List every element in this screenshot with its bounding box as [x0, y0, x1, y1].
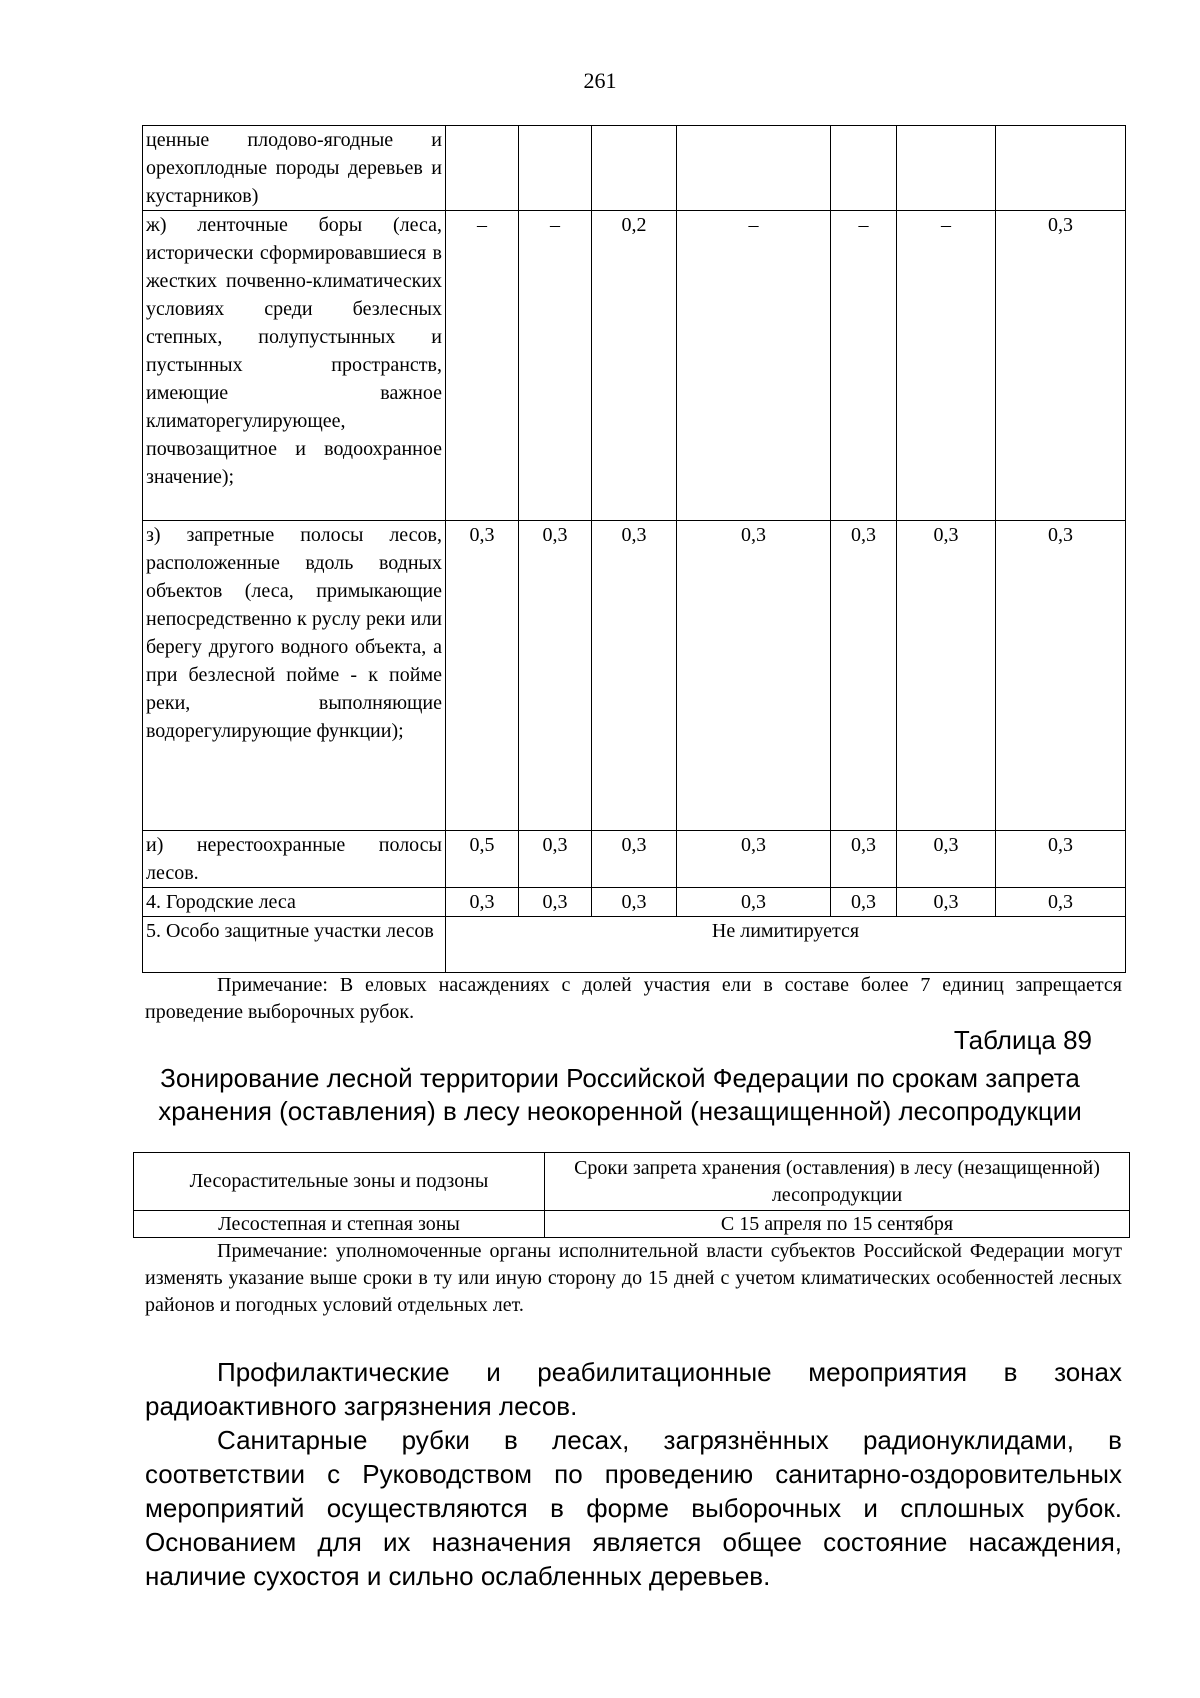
value-cell: 0,3: [519, 888, 592, 917]
row-label: з) запретные полосы лесов, расположенные вдоль водных объектов (леса, примыкающие непосредственно к руслу реки или берегу другого водного объекта, а при безлесной пойме - к пойме реки, выполняющие водорегулирующие функции);: [143, 521, 446, 831]
value-cell: 0,3: [446, 521, 519, 831]
value-cell: 0,3: [677, 888, 831, 917]
value-cell: Не лимитируется: [446, 917, 1126, 973]
paragraph: Санитарные рубки в лесах, загрязнённых радионуклидами, в соответствии с Руководством по проведению санитарно-оздоровительных мероприятий осуществляются в форме выборочных и сплошных рубок. Основанием для их назначения является общее состояние насаждения, наличие сухостоя и сильно ослабленных деревьев.: [145, 1425, 1122, 1591]
table-row: [143, 917, 1126, 973]
value-cell: 0,3: [677, 521, 831, 831]
table-row: [134, 1211, 1130, 1238]
value-cell: –: [831, 211, 897, 521]
value-cell: –: [897, 211, 996, 521]
table-row: [143, 126, 1126, 211]
value-cell: 0,3: [831, 831, 897, 888]
value-cell: 0,3: [831, 521, 897, 831]
table-header-row: [134, 1153, 1130, 1211]
value-cell: 0,3: [996, 831, 1126, 888]
header-cell: Сроки запрета хранения (оставления) в лесу (незащищенной) лесопродукции: [545, 1153, 1130, 1211]
table-note: Примечание: уполномоченные органы исполнительной власти субъектов Российской Федерации могут изменять указание выше сроки в ту или иную сторону до 15 дней с учетом климатических особенностей лесных районов и погодных условий отдельных лет.: [145, 1240, 1122, 1316]
row-label: ж) ленточные боры (леса, исторически сформировавшиеся в жестких почвенно-климатических условиях среди безлесных степных, полупустынных и пустынных пространств, имеющие важное климаторегулирующее, почвозащитное и водоохранное значение);: [143, 211, 446, 521]
value-cell: [831, 126, 897, 211]
row-label: и) нерестоохранные полосы лесов.: [143, 831, 446, 888]
value-cell: [996, 126, 1126, 211]
value-cell: 0,3: [592, 888, 677, 917]
value-cell: 0,3: [519, 831, 592, 888]
value-cell: 0,3: [831, 888, 897, 917]
page-number: 261: [583, 68, 617, 93]
row-label: 5. Особо защитные участки лесов: [143, 917, 446, 973]
value-cell: 0,2: [592, 211, 677, 521]
paragraph: Профилактические и реабилитационные мероприятия в зонах радиоактивного загрязнения лесов.: [145, 1357, 1122, 1421]
value-cell: 0,3: [592, 521, 677, 831]
value-cell: –: [446, 211, 519, 521]
value-cell: [897, 126, 996, 211]
value-cell: [446, 126, 519, 211]
table-cell: Лесостепная и степная зоны: [134, 1211, 545, 1238]
table-row: [143, 521, 1126, 831]
table-title: Зонирование лесной территории Российской Федерации по срокам запрета хранения (оставления) в лесу неокоренной (незащищенной) лесопродукции: [158, 1063, 1082, 1126]
table-row: [143, 888, 1126, 917]
header-cell: Лесорастительные зоны и подзоны: [134, 1153, 545, 1211]
value-cell: [592, 126, 677, 211]
value-cell: 0,3: [996, 888, 1126, 917]
storage-ban-table: [133, 1152, 1130, 1238]
row-label: 4. Городские леса: [143, 888, 446, 917]
value-cell: 0,5: [446, 831, 519, 888]
value-cell: [519, 126, 592, 211]
value-cell: 0,3: [446, 888, 519, 917]
limits-table: [142, 125, 1126, 973]
table-cell: С 15 апреля по 15 сентября: [545, 1211, 1130, 1238]
row-label: ценные плодово-ягодные и орехоплодные породы деревьев и кустарников): [143, 126, 446, 211]
value-cell: 0,3: [996, 521, 1126, 831]
value-cell: [677, 126, 831, 211]
value-cell: 0,3: [677, 831, 831, 888]
value-cell: 0,3: [897, 831, 996, 888]
value-cell: 0,3: [897, 888, 996, 917]
table-note: Примечание: В еловых насаждениях с долей участия ели в составе более 7 единиц запрещается проведение выборочных рубок.: [145, 974, 1122, 1023]
table-row: [143, 211, 1126, 521]
value-cell: 0,3: [897, 521, 996, 831]
value-cell: 0,3: [592, 831, 677, 888]
table-number: Таблица 89: [953, 1025, 1092, 1055]
value-cell: 0,3: [996, 211, 1126, 521]
value-cell: –: [519, 211, 592, 521]
value-cell: –: [677, 211, 831, 521]
table-row: [143, 831, 1126, 888]
value-cell: 0,3: [519, 521, 592, 831]
